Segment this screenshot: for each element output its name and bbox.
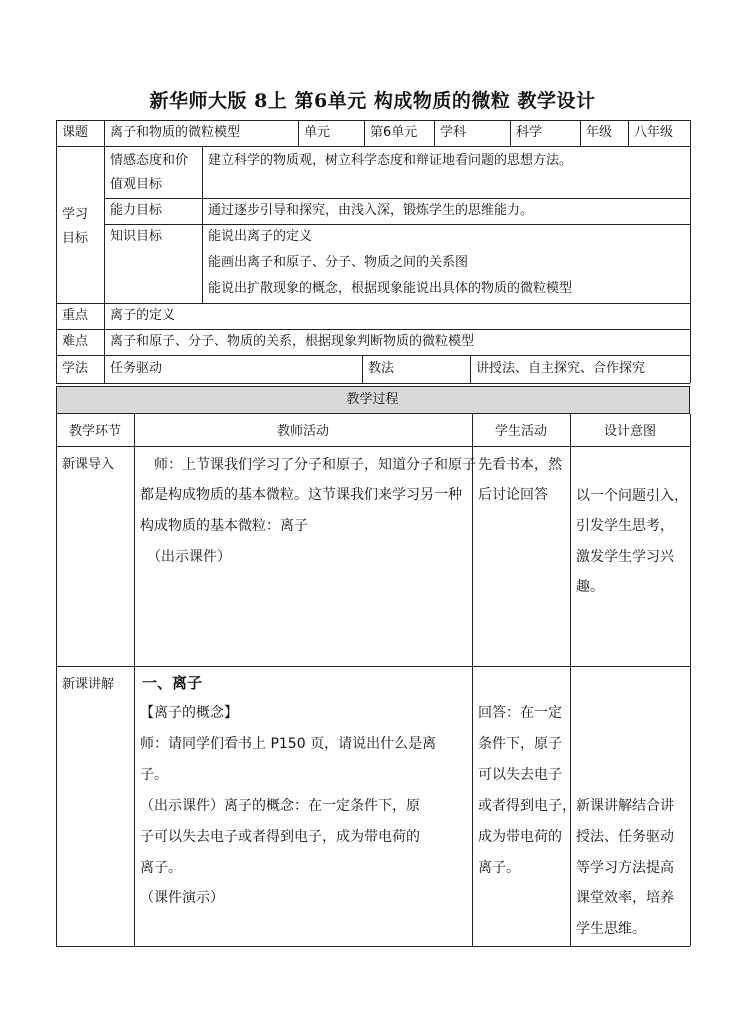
key-text: 离子的定义	[110, 308, 176, 323]
col-stage: 教学环节	[68, 424, 121, 439]
row2-student-line: 成为带电荷的	[478, 829, 562, 845]
study-method-key: 学法	[62, 361, 89, 376]
subject-key: 学科	[440, 125, 467, 140]
key-label: 重点	[62, 308, 89, 323]
row2-student-line: 条件下，原子	[478, 736, 562, 752]
row2-student-line: 或者得到电子，	[478, 798, 576, 814]
goals-label-2: 目标	[62, 231, 89, 246]
grade-key: 年级	[586, 125, 613, 140]
row2-student-line: 离子。	[478, 860, 520, 876]
knowledge-line: 能说出离子的定义	[208, 229, 313, 244]
row2-intent-line: 授法、任务驱动	[576, 829, 674, 845]
knowledge-label: 知识目标	[110, 229, 163, 244]
topic-key: 课题	[62, 125, 89, 140]
row2-heading: 一、离子	[142, 674, 203, 692]
row1-stage: 新课导入	[62, 457, 115, 472]
grade-value: 八年级	[634, 125, 674, 140]
ability-label: 能力目标	[110, 203, 163, 218]
row2-teacher-line: 【离子的概念】	[140, 705, 238, 721]
ability-text: 通过逐步引导和探究，由浅入深，锻炼学生的思维能力。	[208, 203, 534, 218]
teach-method-value: 讲授法、自主探究、合作探究	[476, 361, 646, 376]
knowledge-line: 能画出离子和原子、分子、物质之间的关系图	[208, 255, 469, 270]
row2-intent-line: 新课讲解结合讲	[576, 798, 674, 814]
row2-teacher-line: （出示课件）离子的概念：在一定条件下，原	[140, 798, 420, 814]
topic-value: 离子和物质的微粒模型	[110, 125, 241, 140]
row2-intent-line: 等学习方法提高	[576, 860, 674, 876]
row2-teacher-line: 子。	[140, 767, 168, 783]
row1-student-line: 后讨论回答	[478, 487, 548, 503]
teach-method-key: 教法	[368, 361, 395, 376]
col-student: 学生活动	[494, 424, 547, 439]
process-header: 教学过程	[346, 392, 399, 407]
emotion-label-1: 情感态度和价	[110, 153, 189, 168]
emotion-label-2: 值观目标	[110, 177, 163, 192]
row1-intent-line: 趣。	[576, 579, 604, 595]
unit-value: 第6单元	[370, 125, 418, 140]
subject-value: 科学	[516, 125, 543, 140]
row1-teacher-line: 都是构成物质的基本微粒。这节课我们来学习另一种	[140, 487, 462, 503]
col-teacher: 教师活动	[276, 424, 329, 439]
row1-intent-line: 引发学生思考，	[576, 518, 674, 534]
goals-label-1: 学习	[62, 207, 89, 222]
row2-teacher-line: （课件演示）	[140, 890, 224, 906]
unit-key: 单元	[304, 125, 331, 140]
row1-intent-line: 以一个问题引入，	[576, 488, 688, 504]
row1-teacher-line: 师：上节课我们学习了分子和原子，知道分子和原子	[140, 457, 476, 473]
row2-teacher-line: 离子。	[140, 860, 182, 876]
document-title: 新华师大版 8上 第6单元 构成物质的微粒 教学设计	[149, 90, 596, 112]
row2-intent-line: 学生思维。	[576, 921, 646, 937]
row2-teacher-line: 子可以失去电子或者得到电子，成为带电荷的	[140, 829, 420, 845]
difficulty-text: 离子和原子、分子、物质的关系，根据现象判断物质的微粒模型	[110, 334, 475, 349]
row1-teacher-line: （出示课件）	[140, 549, 231, 565]
row2-teacher-line: 师：请同学们看书上 P150 页，请说出什么是离	[140, 736, 437, 752]
study-method-value: 任务驱动	[110, 361, 163, 376]
row2-stage: 新课讲解	[62, 677, 115, 692]
knowledge-line: 能说出扩散现象的概念，根据现象能说出具体的物质的微粒模型	[208, 281, 573, 296]
col-intent: 设计意图	[603, 424, 656, 439]
row2-student-line: 回答：在一定	[478, 705, 562, 721]
row2-intent-line: 课堂效率，培养	[576, 890, 674, 906]
difficulty-label: 难点	[62, 334, 89, 349]
row1-student-line: 先看书本，然	[478, 457, 562, 473]
row1-intent-line: 激发学生学习兴	[576, 549, 674, 565]
row1-teacher-line: 构成物质的基本微粒：离子	[140, 518, 308, 534]
emotion-text: 建立科学的物质观，树立科学态度和辩证地看问题的思想方法。	[208, 153, 573, 168]
row2-student-line: 可以失去电子	[478, 767, 562, 783]
